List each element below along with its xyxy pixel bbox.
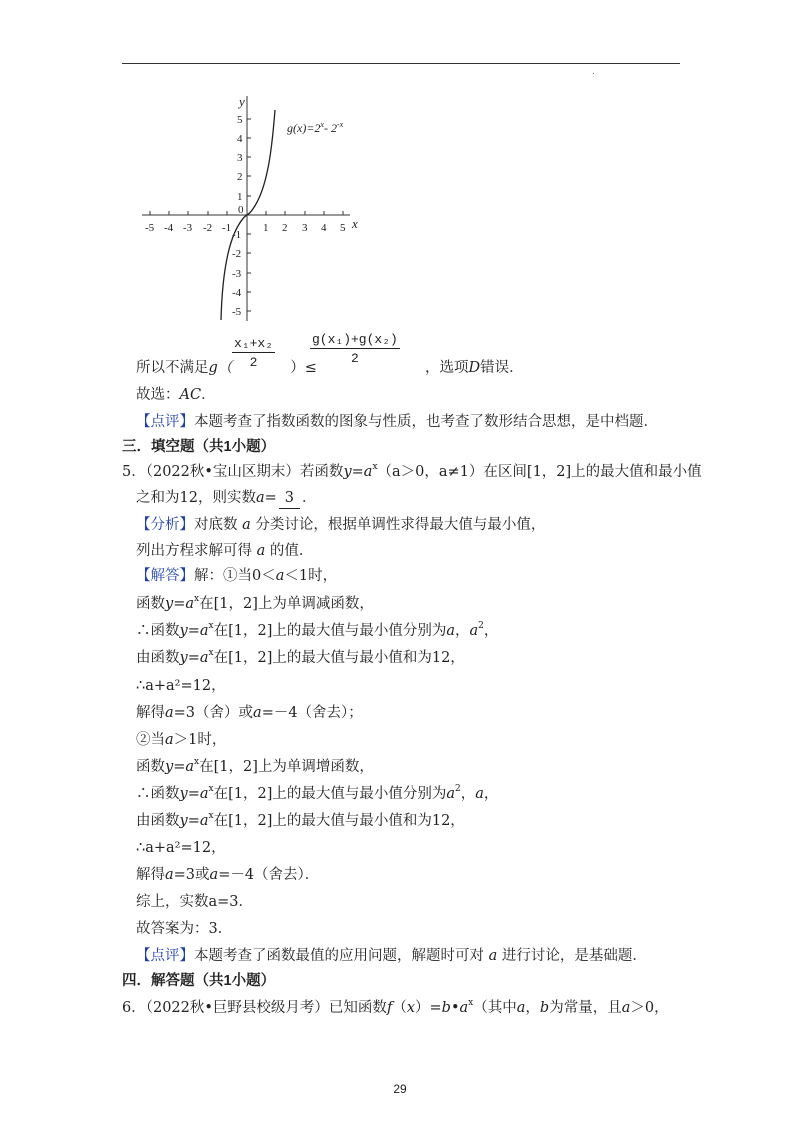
analysis-tag: 【分析】 <box>136 517 194 533</box>
solution-line-5: ∴a+a²=12， <box>136 678 226 694</box>
solution-line-4: 由函数$y=a^x$在[1，2]上的最大值与最小值和为12， <box>136 648 465 666</box>
solution-line-6: 解得a=3（舍）或a=－4（舍去）； <box>136 705 363 721</box>
solution-line-11: ∴a+a²=12， <box>136 840 226 856</box>
section-heading-4: 四．解答题（共1小题） <box>122 973 276 989</box>
y-tick-label: 3 <box>237 152 243 164</box>
x-tick-label: 1 <box>263 222 269 234</box>
review-tag: 【点评】 <box>136 414 194 430</box>
x-tick-label: 4 <box>321 222 327 234</box>
y-tick-label: -4 <box>232 287 242 299</box>
analysis-line-2: 列出方程求解可得 a 的值． <box>136 543 314 559</box>
x-tick-label: 5 <box>340 222 346 234</box>
function-label: $g(x)=2^x-$ $2^{-x}$ <box>287 120 344 135</box>
x-tick-label: -4 <box>164 222 174 234</box>
x-tick-label: -2 <box>203 222 213 234</box>
y-tick-label: -3 <box>232 268 242 280</box>
function-graph <box>142 92 372 327</box>
solution-line-8: 函数$y=a^x$在[1，2]上为单调增函数， <box>136 757 374 775</box>
header-mark: . <box>592 66 595 77</box>
y-tick-label: -1 <box>232 229 242 241</box>
review-line-1: 【点评】本题考查了指数函数的图象与性质，也考查了数形结合思想，是中档题． <box>136 414 658 430</box>
x-tick-label: -1 <box>222 222 232 234</box>
y-tick-label: 1 <box>237 191 243 203</box>
y-tick-label: 4 <box>237 133 243 145</box>
x-tick-label: 2 <box>282 222 288 234</box>
question-5-line-2: 之和为12，则实数a= 3 ． <box>136 488 317 509</box>
x-axis-label: x <box>352 216 358 231</box>
header-rule <box>122 63 680 64</box>
x-tick-label: 3 <box>302 222 308 234</box>
solution-line-14: 故答案为：3． <box>136 921 233 937</box>
solution-line-1: 【解答】解：①当0＜a＜1时， <box>136 568 338 584</box>
solution-tag: 【解答】 <box>136 568 194 584</box>
solution-line-12: 解得a=3或a=－4（舍去）． <box>136 867 320 883</box>
review-tag: 【点评】 <box>136 948 194 964</box>
solution-line-10: 由函数$y=a^x$在[1，2]上的最大值与最小值和为12， <box>136 811 465 829</box>
origin-label: 0 <box>238 204 244 216</box>
solution-line-3: ∴函数$y=a^x$在[1，2]上的最大值与最小值分别为a，$a^2$， <box>136 621 499 639</box>
question-6-line-1: 6．（2022秋•巨野县校级月考）已知函数$f(x)=b•a^x$（其中a，b为常量，且a＞0， <box>122 998 669 1016</box>
solution-line-13: 综上，实数a=3． <box>136 894 254 910</box>
text-line-not-satisfied: 所以不满足g（ ）≤ ，选项D错误． <box>136 360 524 376</box>
y-axis-label: y <box>239 94 245 109</box>
solution-line-7: ②当a＞1时， <box>136 732 227 748</box>
page-number: 29 <box>393 1082 407 1096</box>
analysis-line-1: 【分析】对底数 a 分类讨论，根据单调性求得最大值与最小值， <box>136 517 546 533</box>
fraction-mean-x: $\frac{\text{x₁+x₂}}{2}$ <box>234 336 274 370</box>
x-tick-label: -5 <box>145 222 155 234</box>
section-heading-3: 三．填空题（共1小题） <box>122 439 276 455</box>
review-line-2: 【点评】本题考查了函数最值的应用问题，解题时可对 a 进行讨论，是基础题． <box>136 948 647 964</box>
y-tick-label: -5 <box>232 306 242 318</box>
answer-blank: 3 <box>279 488 300 509</box>
y-tick-label: -2 <box>232 248 242 260</box>
solution-line-2: 函数$y=a^x$在[1，2]上为单调减函数， <box>136 594 374 612</box>
x-tick-label: -3 <box>183 222 193 234</box>
text-line-choose: 故选：AC． <box>136 387 216 403</box>
question-5-line-1: 5．（2022秋•宝山区期末）若函数$y=a^x(a>0$，a≠1）在区间[1，2]上的最大值和最小值 <box>122 462 702 480</box>
y-tick-label: 2 <box>237 171 243 183</box>
fraction-mean-g: $\frac{\text{g(x₁)+g(x₂)}}{2}$ <box>312 332 398 366</box>
solution-line-9: ∴函数$y=a^x$在[1，2]上的最大值与最小值分别为$a^2$，a， <box>136 784 499 802</box>
y-tick-label: 5 <box>237 114 243 126</box>
